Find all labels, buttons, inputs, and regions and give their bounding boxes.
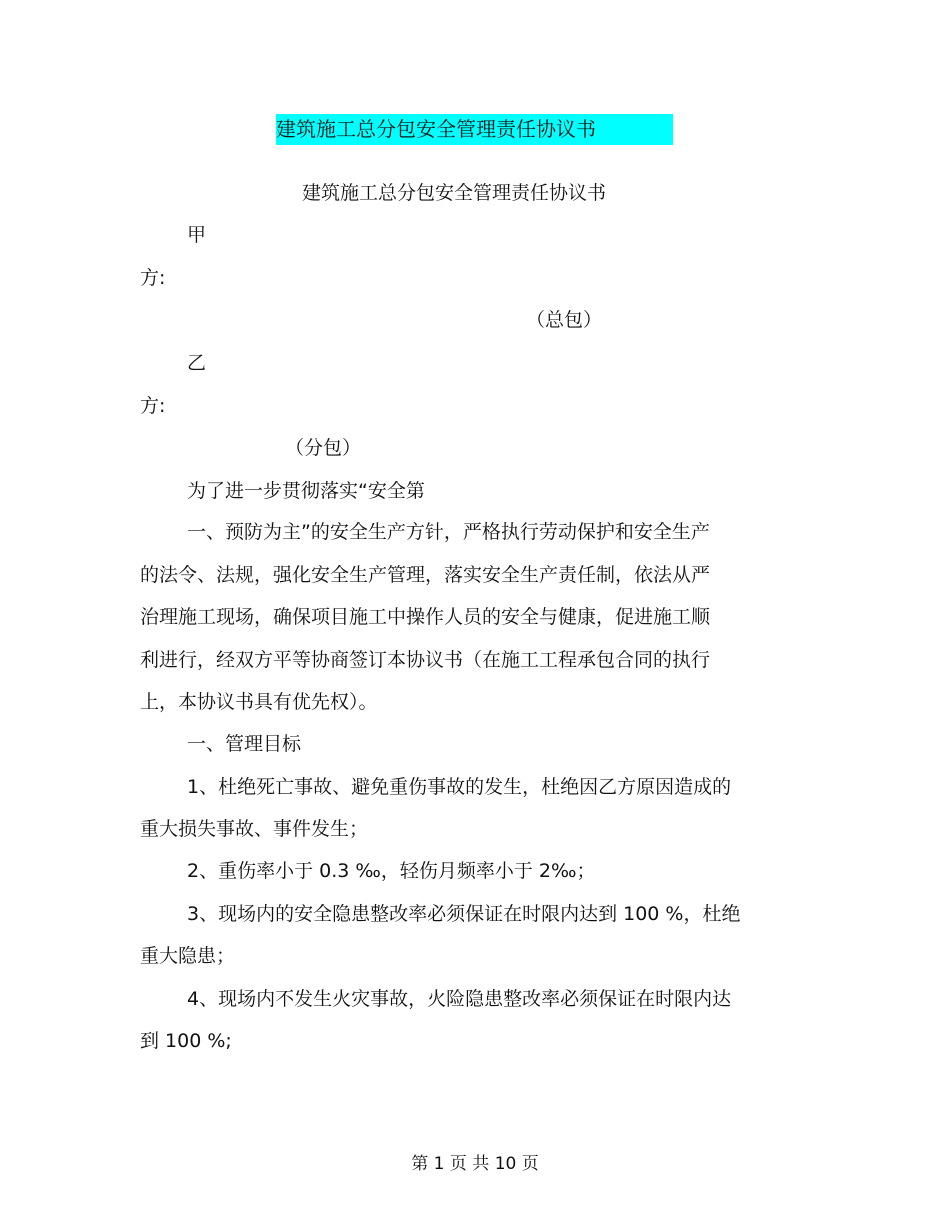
item-1-line-1: 1、杜绝死亡事故、避免重伤事故的发生，杜绝因乙方原因造成的	[187, 776, 732, 798]
item-3-line-1: 3、现场内的安全隐患整改率必须保证在时限内达到 100 %，杜绝	[187, 903, 741, 925]
intro-line-2: 一、预防为主”的安全生产方针，严格执行劳动保护和安全生产	[187, 521, 710, 543]
intro-line-4: 治理施工现场，确保项目施工中操作人员的安全与健康，促进施工顺	[140, 606, 711, 628]
party-a-colon: 方:	[140, 267, 166, 289]
item-3-line-2: 重大隐患；	[140, 945, 236, 967]
intro-line-1: 为了进一步贯彻落实“安全第	[187, 480, 425, 502]
party-a-label: 甲	[187, 224, 207, 246]
intro-line-6: 上，本协议书具有优先权）。	[140, 691, 378, 713]
party-b-colon: 方:	[140, 395, 166, 417]
highlighted-header-title: 建筑施工总分包安全管理责任协议书	[276, 114, 673, 145]
party-b-label: 乙	[187, 352, 207, 374]
document-title: 建筑施工总分包安全管理责任协议书	[302, 182, 607, 204]
item-1-line-2: 重大损失事故、事件发生；	[140, 818, 369, 840]
intro-line-3: 的法令、法规，强化安全生产管理，落实安全生产责任制，依法从严	[140, 564, 711, 586]
item-4-line-2: 到 100 %;	[140, 1030, 232, 1052]
page-footer: 第 1 页 共 10 页	[411, 1154, 539, 1174]
party-b-role: （分包）	[285, 437, 362, 459]
intro-line-5: 利进行，经双方平等协商签订本协议书（在施工工程承包合同的执行	[140, 649, 711, 671]
section-heading: 一、管理目标	[187, 733, 302, 755]
party-a-role: （总包）	[526, 309, 603, 331]
item-4-line-1: 4、现场内不发生火灾事故，火险隐患整改率必须保证在时限内达	[187, 988, 732, 1010]
item-2: 2、重伤率小于 0.3 ‰，轻伤月频率小于 2‰；	[187, 860, 596, 882]
